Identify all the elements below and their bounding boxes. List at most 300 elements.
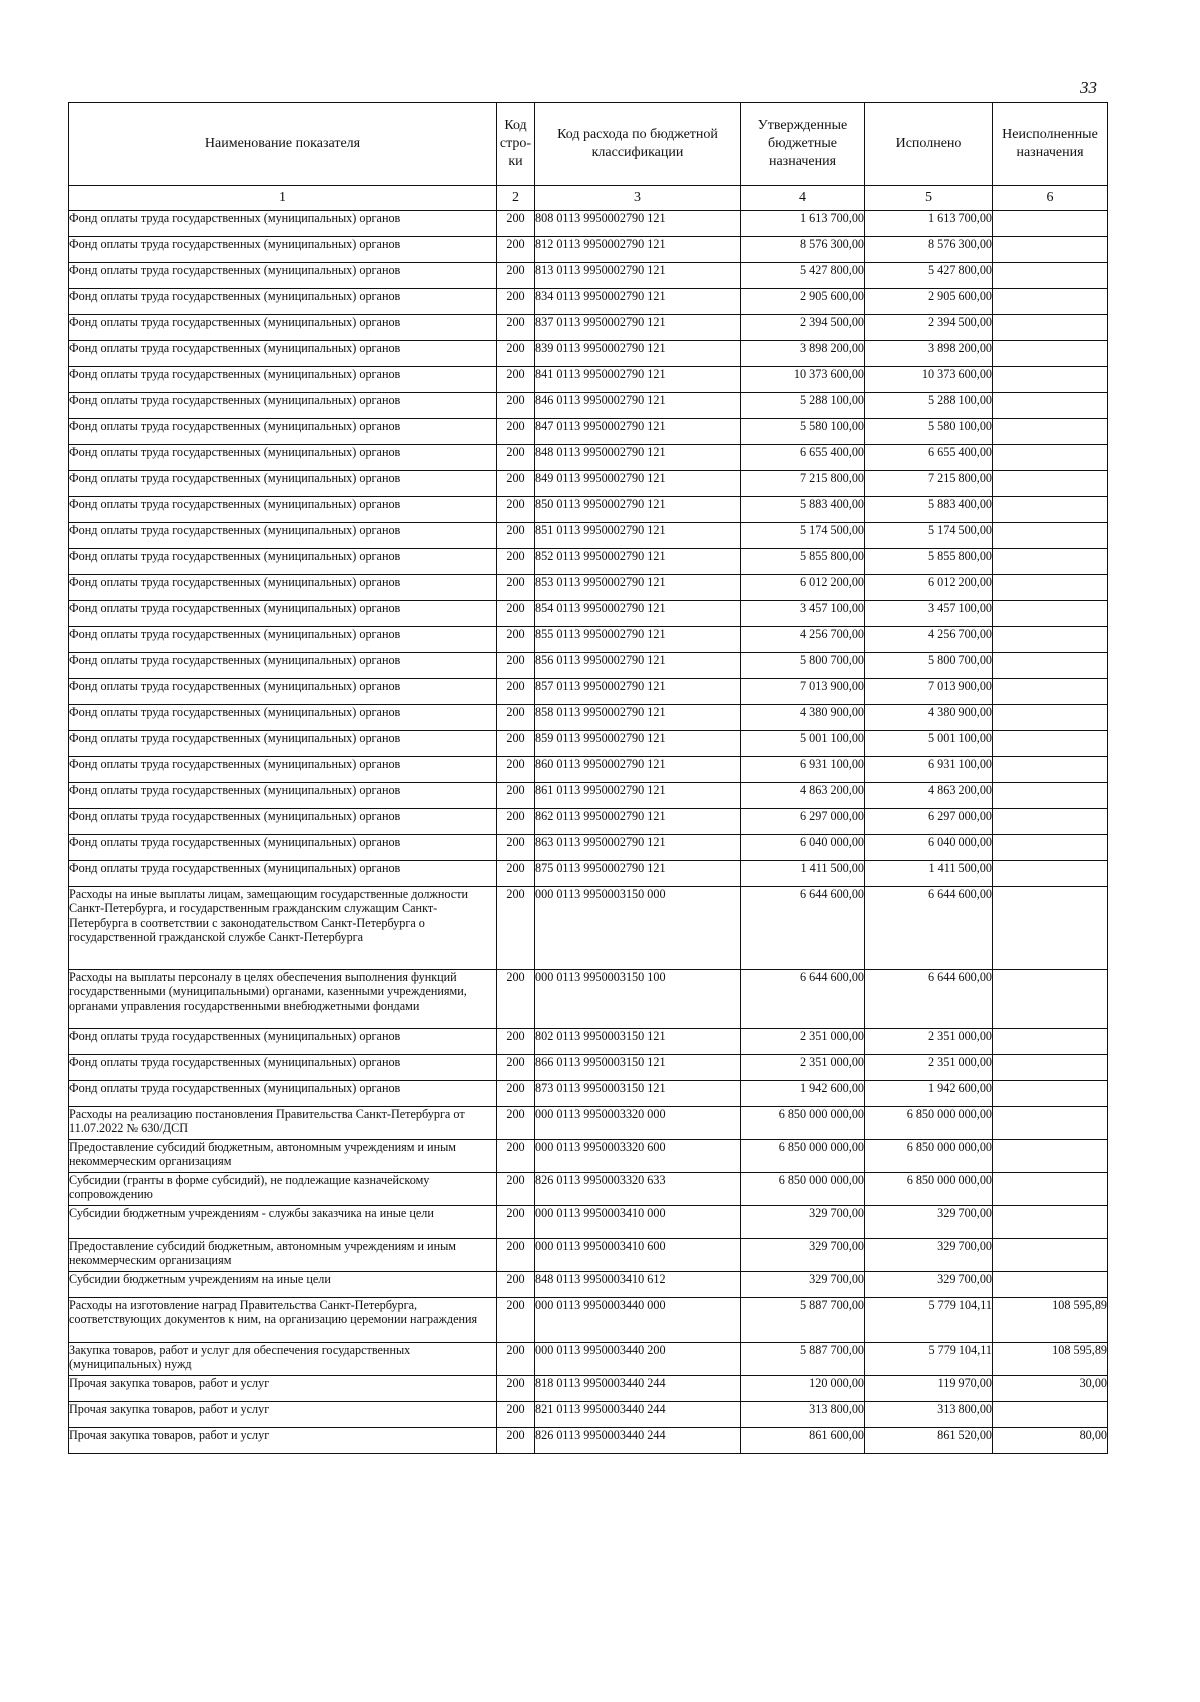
row-unexecuted [993,419,1108,445]
row-budget-code: 856 0113 9950002790 121 [535,653,741,679]
row-unexecuted [993,315,1108,341]
row-unexecuted [993,627,1108,653]
row-executed: 5 779 104,11 [865,1343,993,1376]
row-line-code: 200 [497,289,535,315]
row-budget-code: 000 0113 9950003320 600 [535,1140,741,1173]
table-row [69,263,1108,289]
row-executed: 1 613 700,00 [865,211,993,237]
row-line-code: 200 [497,497,535,523]
row-executed: 5 174 500,00 [865,523,993,549]
row-approved: 6 297 000,00 [741,809,865,835]
row-unexecuted [993,970,1108,1029]
row-approved: 5 580 100,00 [741,419,865,445]
row-budget-code: 839 0113 9950002790 121 [535,341,741,367]
row-executed: 6 644 600,00 [865,970,993,1029]
row-unexecuted [993,367,1108,393]
row-budget-code: 875 0113 9950002790 121 [535,861,741,887]
row-line-code: 200 [497,523,535,549]
row-budget-code: 852 0113 9950002790 121 [535,549,741,575]
row-approved: 3 457 100,00 [741,601,865,627]
row-name: Фонд оплаты труда государственных (муниципальных) органов [69,705,497,731]
row-approved: 4 380 900,00 [741,705,865,731]
row-approved: 4 863 200,00 [741,783,865,809]
table-row [69,887,1108,970]
table-row [69,757,1108,783]
row-executed: 4 380 900,00 [865,705,993,731]
row-name: Фонд оплаты труда государственных (муниципальных) органов [69,471,497,497]
row-name: Фонд оплаты труда государственных (муниципальных) органов [69,237,497,263]
row-line-code: 200 [497,1107,535,1140]
table-row [69,861,1108,887]
row-approved: 329 700,00 [741,1239,865,1272]
row-approved: 3 898 200,00 [741,341,865,367]
row-name: Фонд оплаты труда государственных (муниципальных) органов [69,627,497,653]
row-approved: 5 883 400,00 [741,497,865,523]
row-name: Фонд оплаты труда государственных (муниципальных) органов [69,1081,497,1107]
row-executed: 5 427 800,00 [865,263,993,289]
row-approved: 5 174 500,00 [741,523,865,549]
row-budget-code: 826 0113 9950003440 244 [535,1428,741,1454]
row-line-code: 200 [497,679,535,705]
row-executed: 313 800,00 [865,1402,993,1428]
row-budget-code: 861 0113 9950002790 121 [535,783,741,809]
table-row [69,393,1108,419]
row-executed: 329 700,00 [865,1206,993,1239]
row-line-code: 200 [497,1140,535,1173]
row-unexecuted: 80,00 [993,1428,1108,1454]
row-executed: 3 898 200,00 [865,341,993,367]
table-row [69,367,1108,393]
row-line-code: 200 [497,1081,535,1107]
row-name: Фонд оплаты труда государственных (муниципальных) органов [69,731,497,757]
row-approved: 4 256 700,00 [741,627,865,653]
row-unexecuted [993,1107,1108,1140]
row-budget-code: 837 0113 9950002790 121 [535,315,741,341]
row-budget-code: 000 0113 9950003410 600 [535,1239,741,1272]
row-budget-code: 834 0113 9950002790 121 [535,289,741,315]
row-line-code: 200 [497,861,535,887]
row-unexecuted [993,1402,1108,1428]
row-approved: 6 655 400,00 [741,445,865,471]
row-unexecuted [993,211,1108,237]
row-approved: 120 000,00 [741,1376,865,1402]
row-line-code: 200 [497,445,535,471]
row-unexecuted [993,471,1108,497]
row-budget-code: 808 0113 9950002790 121 [535,211,741,237]
row-line-code: 200 [497,1173,535,1206]
row-name: Закупка товаров, работ и услуг для обеспечения государственных (муниципальных) нужд [69,1343,497,1376]
row-approved: 2 394 500,00 [741,315,865,341]
table-row [69,575,1108,601]
row-line-code: 200 [497,601,535,627]
row-approved: 10 373 600,00 [741,367,865,393]
table-row [69,679,1108,705]
column-number-row [69,186,1108,211]
row-budget-code: 826 0113 9950003320 633 [535,1173,741,1206]
row-name: Фонд оплаты труда государственных (муниципальных) органов [69,575,497,601]
table-row [69,211,1108,237]
row-name: Фонд оплаты труда государственных (муниципальных) органов [69,757,497,783]
column-number: 3 [535,186,741,211]
row-approved: 6 012 200,00 [741,575,865,601]
row-name: Фонд оплаты труда государственных (муниципальных) органов [69,497,497,523]
table-row [69,549,1108,575]
row-approved: 5 855 800,00 [741,549,865,575]
row-name: Расходы на реализацию постановления Правительства Санкт-Петербурга от 11.07.2022 № 630/ДСП [69,1107,497,1140]
row-approved: 5 001 100,00 [741,731,865,757]
row-unexecuted: 108 595,89 [993,1343,1108,1376]
header-executed: Исполнено [865,103,993,186]
header-unexecuted: Неисполненные назначения [993,103,1108,186]
row-approved: 1 942 600,00 [741,1081,865,1107]
row-budget-code: 855 0113 9950002790 121 [535,627,741,653]
row-name: Фонд оплаты труда государственных (муниципальных) органов [69,315,497,341]
table-row [69,705,1108,731]
row-executed: 1 411 500,00 [865,861,993,887]
row-line-code: 200 [497,1239,535,1272]
row-name: Фонд оплаты труда государственных (муниципальных) органов [69,835,497,861]
row-approved: 8 576 300,00 [741,237,865,263]
row-approved: 329 700,00 [741,1206,865,1239]
row-name: Фонд оплаты труда государственных (муниципальных) органов [69,653,497,679]
row-name: Фонд оплаты труда государственных (муниципальных) органов [69,367,497,393]
row-unexecuted [993,1029,1108,1055]
row-approved: 5 427 800,00 [741,263,865,289]
row-executed: 329 700,00 [865,1239,993,1272]
row-budget-code: 841 0113 9950002790 121 [535,367,741,393]
row-budget-code: 850 0113 9950002790 121 [535,497,741,523]
row-unexecuted [993,523,1108,549]
row-unexecuted [993,887,1108,970]
table-row [69,237,1108,263]
table-row [69,523,1108,549]
column-number: 2 [497,186,535,211]
row-name: Фонд оплаты труда государственных (муниципальных) органов [69,783,497,809]
row-line-code: 200 [497,341,535,367]
row-line-code: 200 [497,783,535,809]
row-line-code: 200 [497,1376,535,1402]
row-approved: 2 351 000,00 [741,1055,865,1081]
table-row [69,1402,1108,1428]
row-unexecuted [993,497,1108,523]
row-line-code: 200 [497,731,535,757]
row-name: Прочая закупка товаров, работ и услуг [69,1376,497,1402]
table-row [69,341,1108,367]
row-executed: 5 855 800,00 [865,549,993,575]
row-executed: 7 215 800,00 [865,471,993,497]
header-row [69,103,1108,186]
row-line-code: 200 [497,1272,535,1298]
row-line-code: 200 [497,419,535,445]
row-unexecuted [993,1206,1108,1239]
table-row [69,471,1108,497]
row-executed: 5 580 100,00 [865,419,993,445]
row-line-code: 200 [497,549,535,575]
table-row [69,289,1108,315]
row-line-code: 200 [497,1428,535,1454]
row-unexecuted [993,393,1108,419]
table-row [69,1173,1108,1206]
row-name: Фонд оплаты труда государственных (муниципальных) органов [69,419,497,445]
row-executed: 6 012 200,00 [865,575,993,601]
table-row [69,970,1108,1029]
row-unexecuted [993,1173,1108,1206]
row-name: Фонд оплаты труда государственных (муниципальных) органов [69,523,497,549]
row-name: Расходы на выплаты персоналу в целях обеспечения выполнения функций государственными (муниципальными) органами, казенными учреждениями, органами управления государственными внебюджетными фондами [69,970,497,1029]
table-row [69,1206,1108,1239]
row-budget-code: 862 0113 9950002790 121 [535,809,741,835]
row-approved: 1 411 500,00 [741,861,865,887]
row-approved: 5 800 700,00 [741,653,865,679]
row-unexecuted [993,731,1108,757]
row-budget-code: 847 0113 9950002790 121 [535,419,741,445]
row-executed: 2 351 000,00 [865,1029,993,1055]
table-row [69,1055,1108,1081]
table-body [69,211,1108,1454]
row-name: Расходы на изготовление наград Правительства Санкт-Петербурга, соответствующих документов к ним, на организацию церемонии награждения [69,1298,497,1343]
row-unexecuted [993,341,1108,367]
row-line-code: 200 [497,887,535,970]
column-number: 5 [865,186,993,211]
row-approved: 6 644 600,00 [741,887,865,970]
row-unexecuted [993,1272,1108,1298]
row-budget-code: 000 0113 9950003150 000 [535,887,741,970]
row-approved: 7 215 800,00 [741,471,865,497]
row-budget-code: 863 0113 9950002790 121 [535,835,741,861]
row-line-code: 200 [497,705,535,731]
row-approved: 5 288 100,00 [741,393,865,419]
row-line-code: 200 [497,393,535,419]
row-unexecuted [993,601,1108,627]
row-unexecuted [993,653,1108,679]
row-approved: 1 613 700,00 [741,211,865,237]
table-row [69,1107,1108,1140]
table-row [69,1140,1108,1173]
table-row [69,783,1108,809]
row-line-code: 200 [497,1206,535,1239]
row-unexecuted [993,679,1108,705]
column-number: 1 [69,186,497,211]
row-executed: 8 576 300,00 [865,237,993,263]
row-name: Предоставление субсидий бюджетным, автономным учреждениям и иным некоммерческим организациям [69,1140,497,1173]
row-budget-code: 813 0113 9950002790 121 [535,263,741,289]
row-executed: 5 288 100,00 [865,393,993,419]
row-executed: 4 863 200,00 [865,783,993,809]
table-row [69,653,1108,679]
row-line-code: 200 [497,1343,535,1376]
row-budget-code: 818 0113 9950003440 244 [535,1376,741,1402]
table-row [69,1376,1108,1402]
column-number: 4 [741,186,865,211]
table-row [69,1428,1108,1454]
row-unexecuted [993,549,1108,575]
row-executed: 2 394 500,00 [865,315,993,341]
row-budget-code: 857 0113 9950002790 121 [535,679,741,705]
header-approved: Утвержденные бюджетные назначения [741,103,865,186]
row-name: Субсидии бюджетным учреждениям на иные цели [69,1272,497,1298]
row-approved: 6 850 000 000,00 [741,1173,865,1206]
row-executed: 2 351 000,00 [865,1055,993,1081]
row-budget-code: 802 0113 9950003150 121 [535,1029,741,1055]
row-executed: 861 520,00 [865,1428,993,1454]
header-line-code: Код стро-ки [497,103,535,186]
row-name: Предоставление субсидий бюджетным, автономным учреждениям и иным некоммерческим организациям [69,1239,497,1272]
row-executed: 5 800 700,00 [865,653,993,679]
row-line-code: 200 [497,237,535,263]
row-executed: 5 001 100,00 [865,731,993,757]
row-unexecuted: 108 595,89 [993,1298,1108,1343]
row-line-code: 200 [497,1029,535,1055]
row-budget-code: 860 0113 9950002790 121 [535,757,741,783]
row-executed: 119 970,00 [865,1376,993,1402]
row-executed: 4 256 700,00 [865,627,993,653]
row-unexecuted [993,1055,1108,1081]
row-unexecuted [993,445,1108,471]
row-budget-code: 853 0113 9950002790 121 [535,575,741,601]
row-executed: 6 644 600,00 [865,887,993,970]
row-line-code: 200 [497,627,535,653]
row-unexecuted [993,263,1108,289]
row-budget-code: 866 0113 9950003150 121 [535,1055,741,1081]
table-row [69,419,1108,445]
row-approved: 6 040 000,00 [741,835,865,861]
table-row [69,497,1108,523]
row-budget-code: 873 0113 9950003150 121 [535,1081,741,1107]
row-executed: 7 013 900,00 [865,679,993,705]
table-row [69,445,1108,471]
row-budget-code: 846 0113 9950002790 121 [535,393,741,419]
row-budget-code: 848 0113 9950003410 612 [535,1272,741,1298]
table-row [69,1239,1108,1272]
row-budget-code: 858 0113 9950002790 121 [535,705,741,731]
row-budget-code: 848 0113 9950002790 121 [535,445,741,471]
row-name: Фонд оплаты труда государственных (муниципальных) органов [69,1055,497,1081]
row-name: Фонд оплаты труда государственных (муниципальных) органов [69,679,497,705]
row-unexecuted [993,757,1108,783]
row-approved: 329 700,00 [741,1272,865,1298]
row-line-code: 200 [497,1402,535,1428]
row-approved: 6 850 000 000,00 [741,1107,865,1140]
row-name: Фонд оплаты труда государственных (муниципальных) органов [69,341,497,367]
row-name: Субсидии бюджетным учреждениям - службы заказчика на иные цели [69,1206,497,1239]
row-name: Фонд оплаты труда государственных (муниципальных) органов [69,549,497,575]
row-executed: 1 942 600,00 [865,1081,993,1107]
row-line-code: 200 [497,263,535,289]
row-budget-code: 000 0113 9950003150 100 [535,970,741,1029]
row-name: Прочая закупка товаров, работ и услуг [69,1428,497,1454]
row-approved: 2 351 000,00 [741,1029,865,1055]
row-name: Фонд оплаты труда государственных (муниципальных) органов [69,601,497,627]
row-name: Фонд оплаты труда государственных (муниципальных) органов [69,809,497,835]
table-row [69,809,1108,835]
row-name: Прочая закупка товаров, работ и услуг [69,1402,497,1428]
row-budget-code: 000 0113 9950003440 000 [535,1298,741,1343]
row-line-code: 200 [497,575,535,601]
row-budget-code: 849 0113 9950002790 121 [535,471,741,497]
row-name: Расходы на иные выплаты лицам, замещающим государственные должности Санкт-Петербурга, и государственным гражданским служащим Санкт-Петербурга в соответствии с законодательством Санкт-Петербурга о государственной гражданской службе Санкт-Петербурга [69,887,497,970]
row-budget-code: 812 0113 9950002790 121 [535,237,741,263]
row-line-code: 200 [497,970,535,1029]
row-line-code: 200 [497,757,535,783]
row-line-code: 200 [497,211,535,237]
row-approved: 6 644 600,00 [741,970,865,1029]
row-unexecuted [993,809,1108,835]
row-approved: 5 887 700,00 [741,1343,865,1376]
row-executed: 6 931 100,00 [865,757,993,783]
row-line-code: 200 [497,1298,535,1343]
row-executed: 6 655 400,00 [865,445,993,471]
row-name: Фонд оплаты труда государственных (муниципальных) органов [69,393,497,419]
row-line-code: 200 [497,653,535,679]
row-unexecuted [993,289,1108,315]
row-line-code: 200 [497,809,535,835]
row-unexecuted [993,237,1108,263]
row-name: Фонд оплаты труда государственных (муниципальных) органов [69,263,497,289]
table-row [69,1272,1108,1298]
row-unexecuted: 30,00 [993,1376,1108,1402]
table-row [69,1298,1108,1343]
row-name: Фонд оплаты труда государственных (муниципальных) органов [69,445,497,471]
row-approved: 861 600,00 [741,1428,865,1454]
row-unexecuted [993,1140,1108,1173]
table-row [69,731,1108,757]
row-unexecuted [993,705,1108,731]
row-unexecuted [993,835,1108,861]
row-executed: 10 373 600,00 [865,367,993,393]
row-unexecuted [993,575,1108,601]
table-row [69,627,1108,653]
row-line-code: 200 [497,367,535,393]
row-executed: 6 040 000,00 [865,835,993,861]
row-unexecuted [993,861,1108,887]
row-line-code: 200 [497,471,535,497]
row-budget-code: 000 0113 9950003440 200 [535,1343,741,1376]
row-budget-code: 000 0113 9950003410 000 [535,1206,741,1239]
row-line-code: 200 [497,1055,535,1081]
row-executed: 6 850 000 000,00 [865,1173,993,1206]
row-line-code: 200 [497,315,535,341]
row-executed: 5 779 104,11 [865,1298,993,1343]
row-budget-code: 859 0113 9950002790 121 [535,731,741,757]
column-number: 6 [993,186,1108,211]
table-row [69,1029,1108,1055]
header-budget-code: Код расхода по бюджетной классификации [535,103,741,186]
row-approved: 7 013 900,00 [741,679,865,705]
row-unexecuted [993,783,1108,809]
row-executed: 2 905 600,00 [865,289,993,315]
row-executed: 6 850 000 000,00 [865,1140,993,1173]
row-unexecuted [993,1239,1108,1272]
table-row [69,835,1108,861]
row-approved: 6 850 000 000,00 [741,1140,865,1173]
row-name: Фонд оплаты труда государственных (муниципальных) органов [69,1029,497,1055]
table-row [69,1343,1108,1376]
row-executed: 329 700,00 [865,1272,993,1298]
row-name: Фонд оплаты труда государственных (муниципальных) органов [69,289,497,315]
table-row [69,315,1108,341]
table-row [69,601,1108,627]
row-budget-code: 854 0113 9950002790 121 [535,601,741,627]
row-budget-code: 000 0113 9950003320 000 [535,1107,741,1140]
row-line-code: 200 [497,835,535,861]
row-executed: 3 457 100,00 [865,601,993,627]
row-budget-code: 851 0113 9950002790 121 [535,523,741,549]
row-approved: 2 905 600,00 [741,289,865,315]
row-name: Субсидии (гранты в форме субсидий), не подлежащие казначейскому сопровождению [69,1173,497,1206]
header-name: Наименование показателя [69,103,497,186]
row-unexecuted [993,1081,1108,1107]
row-approved: 313 800,00 [741,1402,865,1428]
